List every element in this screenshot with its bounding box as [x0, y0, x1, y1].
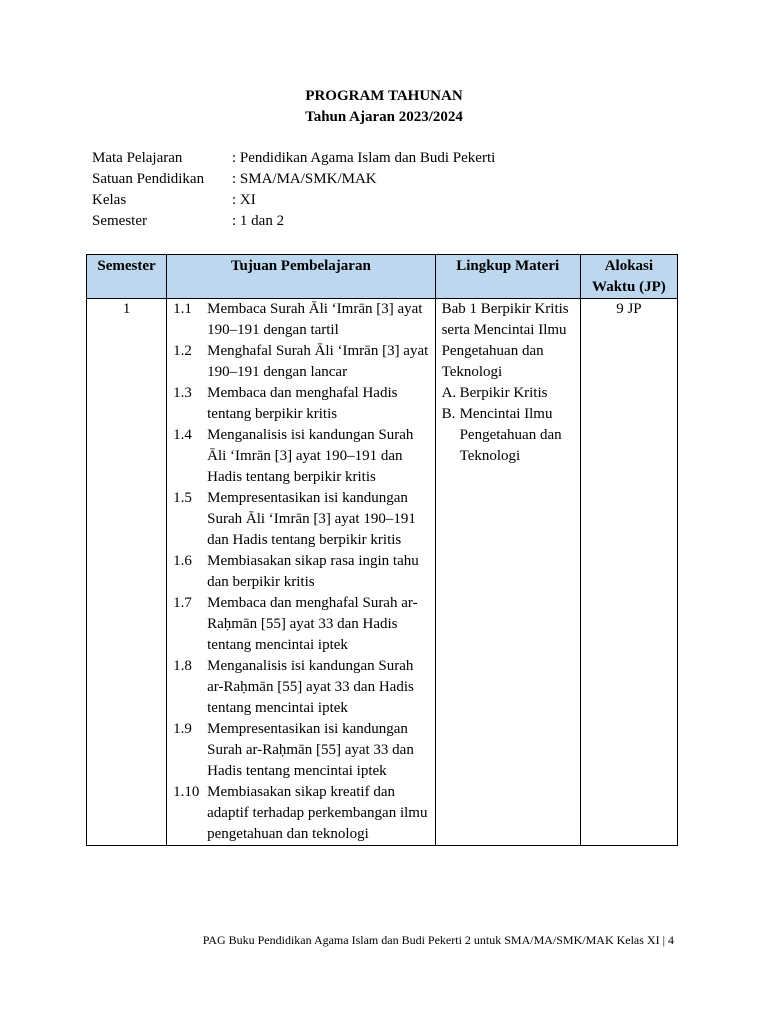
item-number: 1.6 — [173, 553, 192, 569]
meta-row-kelas — [92, 190, 495, 211]
list-item — [173, 488, 428, 551]
item-number: 1.5 — [173, 490, 192, 506]
document-meta — [92, 148, 495, 232]
list-item — [442, 383, 574, 404]
meta-label: Satuan Pendidikan — [92, 171, 205, 187]
list-item — [173, 719, 428, 782]
list-item — [173, 383, 428, 425]
meta-label: Mata Pelajaran — [92, 150, 183, 166]
list-item — [173, 299, 428, 341]
item-text: Membaca dan menghafal Hadis tentang berpikir kritis — [207, 385, 398, 422]
item-text: Menganalisis isi kandungan Surah ar-Raḥmān [55] ayat 33 dan Hadis tentang mencintai iptek — [207, 658, 414, 716]
list-item — [173, 551, 428, 593]
item-number: 1.1 — [173, 301, 192, 317]
item-text: Menganalisis isi kandungan Surah Āli ‘Imrān [3] ayat 190–191 dan Hadis tentang berpikir kritis — [207, 427, 414, 485]
materi-list — [442, 383, 574, 467]
cell-semester: 1 — [87, 299, 167, 846]
table-header-row — [87, 255, 678, 299]
program-table — [86, 254, 678, 846]
item-text: Mencintai Ilmu Pengetahuan dan Teknologi — [459, 406, 562, 464]
list-item — [173, 782, 428, 845]
item-letter: A. — [441, 385, 457, 401]
item-text: Membaca dan menghafal Surah ar-Raḥmān [55] ayat 33 dan Hadis tentang mencintai iptek — [207, 595, 418, 653]
page-footer: PAG Buku Pendidikan Agama Islam dan Budi Pekerti 2 untuk SMA/MA/SMK/MAK Kelas XI | 4 — [202, 933, 674, 947]
meta-row-mata-pelajaran — [92, 148, 495, 169]
header-semester: Semester — [87, 255, 167, 299]
item-number: 1.9 — [173, 721, 192, 737]
list-item — [173, 425, 428, 488]
header-alokasi-line1: Alokasi — [604, 258, 654, 274]
page-subtitle: Tahun Ajaran 2023/2024 — [305, 109, 463, 125]
list-item — [442, 404, 574, 467]
list-item — [173, 593, 428, 656]
header-alokasi-waktu — [580, 255, 677, 299]
item-number: 1.8 — [173, 658, 192, 674]
list-item — [173, 341, 428, 383]
item-number: 1.7 — [173, 595, 192, 611]
meta-value: : XI — [232, 192, 256, 208]
item-text: Berpikir Kritis — [459, 385, 548, 401]
header-alokasi-line2: Waktu (JP) — [592, 279, 666, 295]
chapter-title: Bab 1 Berpikir Kritis serta Mencintai Ilmu Pengetahuan dan Teknologi — [441, 301, 569, 380]
page-title: PROGRAM TAHUNAN — [305, 88, 463, 104]
item-number: 1.4 — [173, 427, 192, 443]
header-lingkup-materi: Lingkup Materi — [435, 255, 580, 299]
header-tujuan-pembelajaran: Tujuan Pembelajaran — [167, 255, 435, 299]
meta-row-semester — [92, 211, 495, 232]
cell-tujuan-pembelajaran — [167, 299, 435, 846]
item-letter: B. — [441, 406, 456, 422]
item-number: 1.2 — [173, 343, 192, 359]
table-row — [87, 299, 678, 846]
meta-row-satuan-pendidikan — [92, 169, 495, 190]
cell-lingkup-materi — [435, 299, 580, 846]
item-text: Mempresentasikan isi kandungan Surah Āli ‘Imrān [3] ayat 190–191 dan Hadis tentang berpikir kritis — [207, 490, 416, 548]
meta-label: Kelas — [92, 192, 127, 208]
item-text: Membiasakan sikap rasa ingin tahu dan berpikir kritis — [207, 553, 419, 590]
meta-value: : 1 dan 2 — [232, 213, 285, 229]
item-number: 1.10 — [173, 784, 200, 800]
meta-value: : SMA/MA/SMK/MAK — [232, 171, 377, 187]
item-text: Membaca Surah Āli ‘Imrān [3] ayat 190–191 dengan tartil — [207, 301, 423, 338]
item-number: 1.3 — [173, 385, 192, 401]
item-text: Membiasakan sikap kreatif dan adaptif terhadap perkembangan ilmu pengetahuan dan teknologi — [207, 784, 428, 842]
cell-alokasi-waktu: 9 JP — [580, 299, 677, 846]
item-text: Mempresentasikan isi kandungan Surah ar-Raḥmān [55] ayat 33 dan Hadis tentang mencintai iptek — [207, 721, 414, 779]
meta-label: Semester — [92, 213, 147, 229]
meta-value: : Pendidikan Agama Islam dan Budi Pekerti — [232, 150, 496, 166]
list-item — [173, 656, 428, 719]
item-text: Menghafal Surah Āli ‘Imrān [3] ayat 190–191 dengan lancar — [207, 343, 429, 380]
